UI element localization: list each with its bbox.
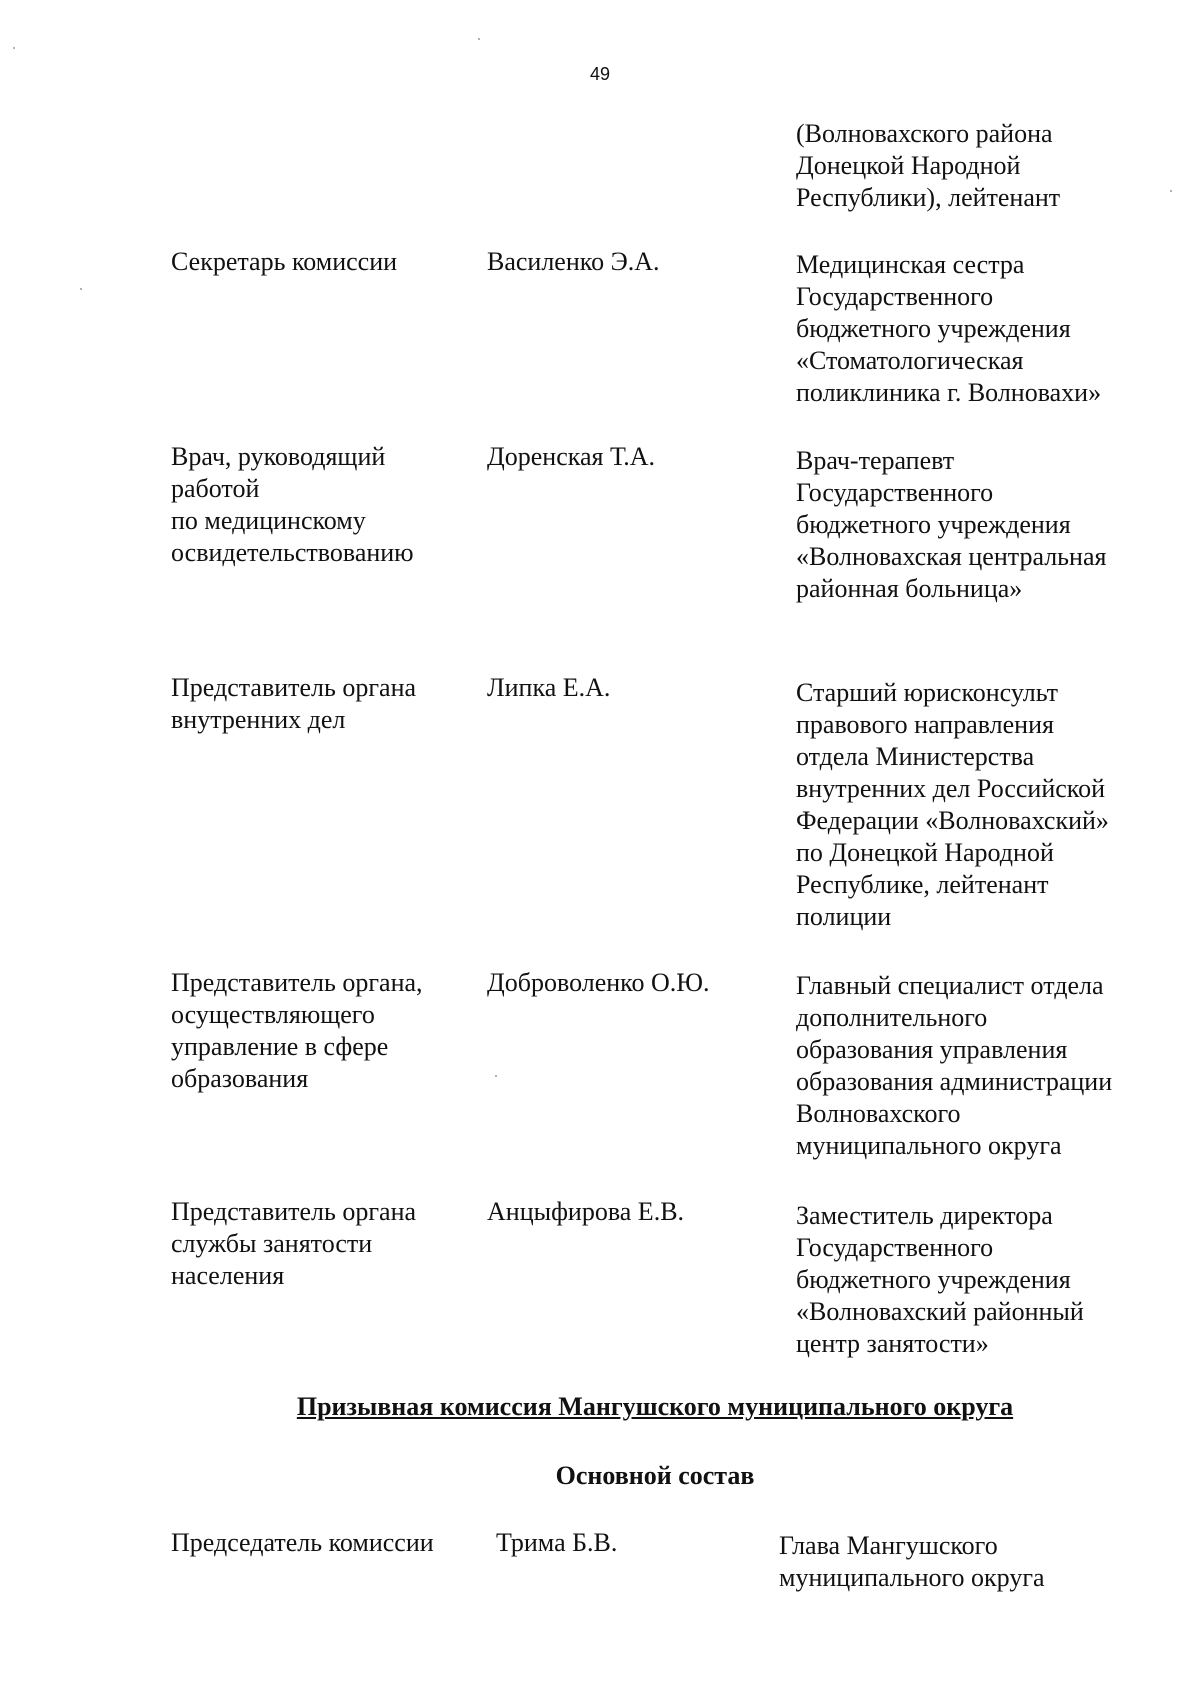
member-position: Старший юрисконсульт правового направления отдела Министерства внутренних дел Российской Федерации «Волновахский» по Донецкой Народной Республике, лейтенант полиции [796,678,1109,931]
scan-speck [478,38,480,40]
member-position: Глава Мангушского муниципального округа [779,1531,1045,1592]
scan-speck [80,288,82,290]
member-role: Представитель органа службы занятости населения [171,1197,417,1290]
member-name: Доренская Т.А. [487,442,656,471]
member-role: Представитель органа, осуществляющего управление в сфере образования [171,968,423,1093]
scan-speck [495,1075,497,1077]
member-role: Представитель органа внутренних дел [171,673,417,734]
scan-speck [13,47,15,49]
member-name: Трима Б.В. [496,1528,618,1557]
member-role: Врач, руководящий работой по медицинскому освидетельствованию [171,442,414,567]
member-role: Секретарь комиссии [171,247,398,276]
member-position: Главный специалист отдела дополнительного образования управления образования администрации Волновахского муниципального округа [796,971,1113,1160]
page-number: 49 [589,64,611,84]
member-position: Врач-терапевт Государственного бюджетного учреждения «Волновахская центральная районная больница» [796,446,1107,603]
scan-speck [1170,190,1172,192]
subsection-title: Основной состав [555,1461,755,1490]
member-position: Заместитель директора Государственного бюджетного учреждения «Волновахский районный центр занятости» [796,1201,1084,1358]
member-name: Липка Е.А. [487,673,611,702]
member-role: Председатель комиссии [171,1528,434,1557]
member-position: Медицинская сестра Государственного бюджетного учреждения «Стоматологическая поликлиника г. Волновахи» [796,250,1102,407]
continued-position-text: (Волновахского района Донецкой Народной Республики), лейтенант [796,119,1061,212]
member-name: Анцыфирова Е.В. [487,1197,685,1226]
section-title: Призывная комиссия Мангушского муниципального округа [296,1392,1014,1421]
member-name: Доброволенко О.Ю. [487,968,710,997]
member-name: Василенко Э.А. [487,247,660,276]
